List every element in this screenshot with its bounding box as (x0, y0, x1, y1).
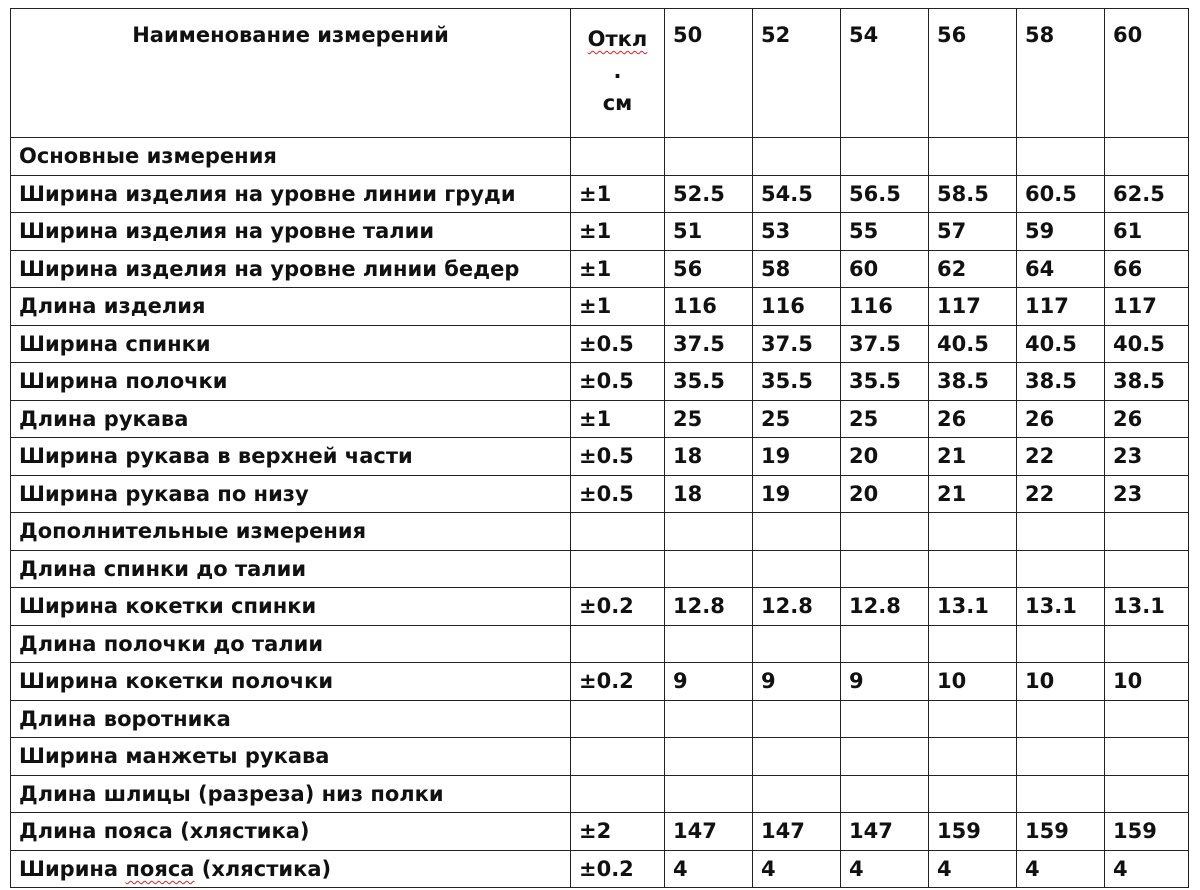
size-value-cell (841, 138, 929, 176)
size-value-cell: 10 (1105, 663, 1189, 701)
size-value-cell: 53 (753, 213, 841, 251)
size-value-cell: 18 (665, 475, 753, 513)
measurement-name: Длина шлицы (разреза) низ полки (19, 781, 444, 806)
measurement-name: Длина полочки до талии (19, 631, 324, 656)
size-value-cell (929, 625, 1017, 663)
size-value-cell: 20 (841, 475, 929, 513)
size-value-cell: 58.5 (929, 175, 1017, 213)
size-value-cell (1105, 738, 1189, 776)
size-value-cell: 22 (1017, 475, 1105, 513)
table-row (11, 288, 1189, 326)
measurement-name-cell (11, 250, 571, 288)
size-value-cell: 18 (665, 438, 753, 476)
spellcheck-mark: пояса (125, 856, 195, 881)
size-value-cell: 25 (753, 400, 841, 438)
size-value-cell: 147 (665, 813, 753, 851)
measurement-name-cell (11, 288, 571, 326)
size-value-cell: 62.5 (1105, 175, 1189, 213)
header-deviation-unit: см (602, 91, 633, 115)
deviation-cell (571, 138, 665, 176)
header-size-cell: 50 (665, 9, 753, 138)
size-value-cell (753, 513, 841, 551)
size-value-cell (665, 738, 753, 776)
deviation-cell (571, 550, 665, 588)
size-value-cell (753, 775, 841, 813)
deviation-cell (571, 738, 665, 776)
size-value-cell (1105, 513, 1189, 551)
measurement-table (10, 8, 1189, 888)
table-body (11, 138, 1189, 888)
measurement-name: Основные измерения (19, 144, 277, 169)
deviation-cell: ±1 (571, 213, 665, 251)
size-value-cell: 159 (929, 813, 1017, 851)
size-value-cell: 22 (1017, 438, 1105, 476)
table-row (11, 775, 1189, 813)
size-value-cell: 40.5 (929, 325, 1017, 363)
measurement-name-cell (11, 625, 571, 663)
size-value-cell (841, 700, 929, 738)
header-size-cell: 54 (841, 9, 929, 138)
table-row (11, 588, 1189, 626)
measurement-name: Ширина полочки (19, 369, 228, 394)
size-value-cell (665, 625, 753, 663)
header-row (11, 9, 1189, 138)
size-value-cell: 23 (1105, 438, 1189, 476)
size-value-cell: 38.5 (1105, 363, 1189, 401)
size-value-cell: 147 (753, 813, 841, 851)
size-value-cell: 66 (1105, 250, 1189, 288)
size-value-cell (753, 138, 841, 176)
deviation-cell: ±0.2 (571, 588, 665, 626)
size-value-cell (1017, 550, 1105, 588)
measurement-name: Длина спинки до талии (19, 556, 307, 581)
table-row (11, 850, 1189, 888)
size-value-cell (1017, 513, 1105, 551)
size-value-cell: 12.8 (665, 588, 753, 626)
table-row (11, 400, 1189, 438)
size-value-cell (929, 513, 1017, 551)
header-size-cell: 56 (929, 9, 1017, 138)
deviation-cell: ±0.2 (571, 850, 665, 888)
size-value-cell: 13.1 (1017, 588, 1105, 626)
measurement-name-cell (11, 325, 571, 363)
size-value-cell: 12.8 (841, 588, 929, 626)
size-value-cell (1105, 700, 1189, 738)
size-value-cell: 159 (1017, 813, 1105, 851)
measurement-name-cell (11, 513, 571, 551)
measurement-name-cell (11, 363, 571, 401)
size-value-cell: 54.5 (753, 175, 841, 213)
measurement-name-cell (11, 550, 571, 588)
deviation-cell: ±0.5 (571, 475, 665, 513)
measurement-name-cell (11, 700, 571, 738)
measurement-name: Ширина кокетки спинки (19, 594, 317, 619)
size-value-cell (665, 550, 753, 588)
size-value-cell: 52.5 (665, 175, 753, 213)
size-value-cell: 117 (1017, 288, 1105, 326)
size-value-cell (929, 738, 1017, 776)
header-size-cell: 58 (1017, 9, 1105, 138)
size-value-cell (753, 738, 841, 776)
size-value-cell (1105, 775, 1189, 813)
size-value-cell: 56.5 (841, 175, 929, 213)
size-value-cell: 10 (929, 663, 1017, 701)
table-row (11, 813, 1189, 851)
table-row (11, 250, 1189, 288)
deviation-cell: ±1 (571, 400, 665, 438)
measurement-name: Ширина манжеты рукава (19, 744, 330, 769)
table-row (11, 513, 1189, 551)
size-value-cell: 58 (753, 250, 841, 288)
size-value-cell (1017, 738, 1105, 776)
size-value-cell: 4 (929, 850, 1017, 888)
size-value-cell: 26 (929, 400, 1017, 438)
measurement-name: Ширина кокетки полочки (19, 669, 334, 694)
size-value-cell (665, 513, 753, 551)
size-value-cell: 61 (1105, 213, 1189, 251)
table-row (11, 700, 1189, 738)
header-deviation-cell (571, 9, 665, 138)
table-row (11, 625, 1189, 663)
measurement-name-cell (11, 850, 571, 888)
size-value-cell: 60.5 (1017, 175, 1105, 213)
size-value-cell (1017, 138, 1105, 176)
table-row (11, 475, 1189, 513)
size-value-cell: 4 (841, 850, 929, 888)
deviation-cell: ±0.2 (571, 663, 665, 701)
size-value-cell: 40.5 (1105, 325, 1189, 363)
size-value-cell: 116 (841, 288, 929, 326)
measurement-name: Ширина рукава по низу (19, 481, 309, 506)
measurement-name: Ширина изделия на уровне линии бедер (19, 256, 520, 281)
measurement-name: Длина пояса (хлястика) (19, 819, 310, 844)
size-value-cell: 38.5 (929, 363, 1017, 401)
size-value-cell: 35.5 (841, 363, 929, 401)
measurement-name-cell (11, 475, 571, 513)
deviation-cell: ±0.5 (571, 438, 665, 476)
measurement-name-cell (11, 588, 571, 626)
table-row (11, 738, 1189, 776)
size-value-cell: 10 (1017, 663, 1105, 701)
measurement-name-cell (11, 175, 571, 213)
measurement-name: Ширина изделия на уровне линии груди (19, 181, 516, 206)
size-value-cell (1105, 138, 1189, 176)
header-name-cell: Наименование измерений (11, 9, 571, 138)
table-row (11, 438, 1189, 476)
deviation-cell: ±2 (571, 813, 665, 851)
measurement-name-cell (11, 213, 571, 251)
size-value-cell: 116 (753, 288, 841, 326)
size-value-cell: 37.5 (841, 325, 929, 363)
size-value-cell: 56 (665, 250, 753, 288)
size-value-cell (929, 700, 1017, 738)
measurement-name-last: Ширина пояса (хлястика) (19, 856, 332, 881)
size-value-cell: 13.1 (1105, 588, 1189, 626)
size-value-cell: 40.5 (1017, 325, 1105, 363)
size-value-cell: 9 (841, 663, 929, 701)
measurement-name: Дополнительные измерения (19, 519, 367, 544)
size-value-cell (1105, 625, 1189, 663)
size-value-cell: 25 (841, 400, 929, 438)
table-row (11, 213, 1189, 251)
size-value-cell: 116 (665, 288, 753, 326)
size-value-cell: 19 (753, 438, 841, 476)
size-value-cell (841, 625, 929, 663)
measurement-name-cell (11, 663, 571, 701)
size-value-cell: 26 (1105, 400, 1189, 438)
header-deviation-dot: . (613, 59, 622, 83)
size-value-cell: 25 (665, 400, 753, 438)
measurement-name-cell (11, 438, 571, 476)
deviation-cell (571, 700, 665, 738)
measurement-name-cell (11, 738, 571, 776)
size-value-cell (929, 550, 1017, 588)
table-row (11, 325, 1189, 363)
measurement-name: Ширина рукава в верхней части (19, 444, 413, 469)
table-row (11, 550, 1189, 588)
size-value-cell: 59 (1017, 213, 1105, 251)
size-value-cell: 37.5 (753, 325, 841, 363)
size-value-cell: 26 (1017, 400, 1105, 438)
size-value-cell (1017, 775, 1105, 813)
size-value-cell: 159 (1105, 813, 1189, 851)
measurement-name: Длина рукава (19, 406, 189, 431)
size-value-cell: 62 (929, 250, 1017, 288)
deviation-cell (571, 775, 665, 813)
size-value-cell: 38.5 (1017, 363, 1105, 401)
size-value-cell (929, 775, 1017, 813)
deviation-cell: ±1 (571, 175, 665, 213)
size-value-cell: 117 (1105, 288, 1189, 326)
table-row (11, 175, 1189, 213)
size-value-cell (841, 775, 929, 813)
size-value-cell (665, 138, 753, 176)
size-value-cell: 35.5 (753, 363, 841, 401)
size-value-cell: 37.5 (665, 325, 753, 363)
size-value-cell: 20 (841, 438, 929, 476)
size-value-cell (841, 738, 929, 776)
size-value-cell (841, 550, 929, 588)
size-value-cell: 21 (929, 475, 1017, 513)
size-value-cell (841, 513, 929, 551)
table-row (11, 363, 1189, 401)
deviation-cell: ±0.5 (571, 325, 665, 363)
measurement-name-cell (11, 400, 571, 438)
size-value-cell (753, 550, 841, 588)
size-value-cell: 51 (665, 213, 753, 251)
measurement-name-cell (11, 138, 571, 176)
header-deviation-word: Откл (587, 27, 648, 51)
size-value-cell: 4 (665, 850, 753, 888)
size-value-cell: 117 (929, 288, 1017, 326)
measurement-name: Ширина спинки (19, 331, 211, 356)
size-value-cell: 147 (841, 813, 929, 851)
deviation-cell: ±0.5 (571, 363, 665, 401)
size-value-cell: 4 (1017, 850, 1105, 888)
size-value-cell (929, 138, 1017, 176)
header-size-cell: 52 (753, 9, 841, 138)
measurement-name-cell (11, 775, 571, 813)
measurement-name: Длина изделия (19, 294, 206, 319)
size-value-cell: 9 (753, 663, 841, 701)
size-value-cell: 60 (841, 250, 929, 288)
size-value-cell: 4 (753, 850, 841, 888)
size-value-cell: 12.8 (753, 588, 841, 626)
size-value-cell (665, 775, 753, 813)
table-row (11, 663, 1189, 701)
size-value-cell (753, 700, 841, 738)
size-value-cell (1105, 550, 1189, 588)
measurement-name: Длина воротника (19, 706, 231, 731)
size-value-cell: 9 (665, 663, 753, 701)
measurement-name: Ширина изделия на уровне талии (19, 219, 435, 244)
deviation-cell (571, 513, 665, 551)
size-value-cell (1017, 700, 1105, 738)
deviation-cell: ±1 (571, 250, 665, 288)
size-value-cell: 55 (841, 213, 929, 251)
size-value-cell: 4 (1105, 850, 1189, 888)
measurement-name-cell (11, 813, 571, 851)
size-value-cell: 35.5 (665, 363, 753, 401)
table-row (11, 138, 1189, 176)
size-value-cell (753, 625, 841, 663)
size-value-cell: 19 (753, 475, 841, 513)
deviation-cell (571, 625, 665, 663)
size-value-cell (1017, 625, 1105, 663)
deviation-cell: ±1 (571, 288, 665, 326)
size-value-cell: 13.1 (929, 588, 1017, 626)
size-value-cell: 21 (929, 438, 1017, 476)
size-value-cell: 64 (1017, 250, 1105, 288)
size-value-cell: 23 (1105, 475, 1189, 513)
size-value-cell: 57 (929, 213, 1017, 251)
size-value-cell (665, 700, 753, 738)
header-size-cell: 60 (1105, 9, 1189, 138)
